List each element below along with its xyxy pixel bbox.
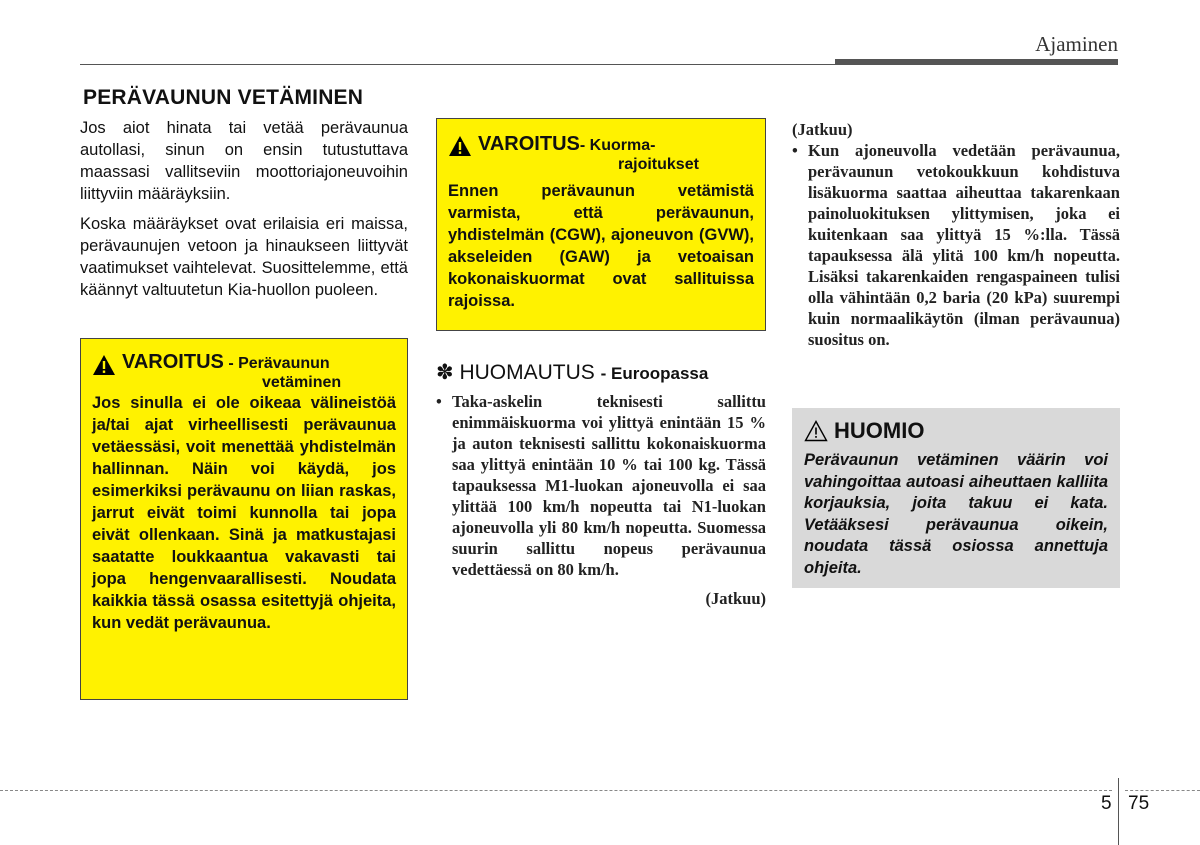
note-header	[436, 360, 766, 385]
footer-rule	[1125, 790, 1200, 791]
bullet-icon: •	[792, 141, 798, 160]
continued-label: (Jatkuu)	[705, 589, 766, 608]
intro-paragraph: Koska määräykset ovat erilaisia eri maissa, perävaunujen vetoon ja hinaukseen liittyvät vaatimukset vaihtelevat. Suosittelemme, että käännyt valtuutetun Kia-huollon puoleen.	[80, 215, 408, 299]
continued-head: (Jatkuu)	[792, 120, 853, 139]
warning-header	[448, 133, 754, 174]
warning-subtitle: - Perävaunun	[228, 355, 330, 372]
footer-divider	[1118, 778, 1119, 845]
warning-triangle-icon	[92, 354, 116, 376]
warning-subtitle-cont: vetäminen	[262, 374, 342, 391]
chapter-title: Ajaminen	[1035, 32, 1118, 56]
bullet-text: Taka-askelin teknisesti sallittu enimmäiskuorma voi ylittyä enintään 15 % ja auton teknisesti sallittu kokonaiskuorma saa ylittyä enintään 10 % tai 100 kg. Tässä tapauksessa M1-luokan ajoneuvolla ei saa ylittää 100 km/h nopeutta tai N1-luokan ajoneuvolla yli 80 km/h nopeutta. Suomessa suurin sallittu nopeus perävaunua vedettäessä on 80 km/h.	[452, 392, 766, 579]
warning-triangle-icon	[448, 135, 472, 157]
warning-body: Jos sinulla ei ole oikeaa välineistöä ja/tai ajat virheellisesti perävaunua vetäessäsi, voit menettää yhdistelmän hallinnan. Näin voi käydä, jos esimerkiksi perävaunu on liian raskas, jarrut eivät toimi kunnolla tai jopa eivät ollenkaan. Sinä ja matkustajasi saatatte loukkaantua vakavasti tai jopa hengenvaarallisesti. Noudata kaikkia tässä osassa esitettyjä ohjeita, kun vedät perävaunua.	[92, 394, 396, 632]
intro-paragraph: Jos aiot hinata tai vetää perävaunua autollasi, sinun on ensin tutustuttava maassasi vallitseviin moottoriajoneuvoihin liittyviin määräyksiin.	[80, 119, 408, 203]
section-title: PERÄVAUNUN VETÄMINEN	[83, 86, 364, 109]
footer-rule	[0, 790, 1112, 791]
header-rule-thick	[835, 59, 1118, 65]
list-item	[792, 140, 1120, 350]
warning-subtitle-cont: rajoitukset	[618, 156, 699, 173]
caution-triangle-icon	[804, 420, 828, 442]
note-label: HUOMAUTUS	[459, 361, 595, 384]
header-rule	[80, 64, 835, 65]
continued-text	[792, 119, 1120, 350]
warning-label: VAROITUS	[122, 351, 224, 373]
note-subtitle: - Euroopassa	[600, 364, 709, 383]
warning-box-load-limits	[436, 118, 766, 331]
caution-body: Perävaunun vetäminen väärin voi vahingoittaa autoasi aiheuttaen kalliita korjauksia, joita takuu ei kata. Vetääksesi perävaunua oikein, noudata tässä osiossa annettuja ohjeita.	[804, 451, 1108, 577]
caution-header	[804, 418, 1108, 444]
caution-box	[792, 408, 1120, 588]
bullet-icon: •	[436, 392, 442, 411]
note-asterisk-icon: ✽	[436, 361, 454, 384]
note-body	[436, 391, 766, 609]
chapter-number: 5	[1101, 793, 1112, 814]
warning-header	[92, 351, 396, 392]
page-number: 75	[1128, 793, 1150, 814]
warning-body: Ennen perävaunun vetämistä varmista, että perävaunun, yhdistelmän (CGW), ajoneuvon (GVW), akseleiden (GAW) ja vetoaisan kokonaiskuormat ovat sallituissa rajoissa.	[448, 182, 754, 310]
warning-subtitle: - Kuorma-	[579, 137, 656, 154]
warning-label: VAROITUS	[478, 133, 580, 155]
intro-text	[80, 117, 408, 309]
warning-box-trailer-towing	[80, 338, 408, 700]
list-item	[436, 391, 766, 580]
caution-label: HUOMIO	[834, 418, 925, 443]
bullet-text: Kun ajoneuvolla vedetään perävaunua, perävaunun vetokoukkuun kohdistuva lisäkuorma saattaa aiheuttaa takarenkaan painoluokituksen ylittymisen, joka ei kuitenkaan saa ylittyä 15 %:lla. Tässä tapauksessa älä ylitä 100 km/h nopeutta. Lisäksi takarenkaiden rengaspaineen tulisi olla vähintään 0,2 baria (20 kPa) suurempi kuin normaalikäytön (ilman perävaunua) suositus on.	[808, 141, 1120, 349]
